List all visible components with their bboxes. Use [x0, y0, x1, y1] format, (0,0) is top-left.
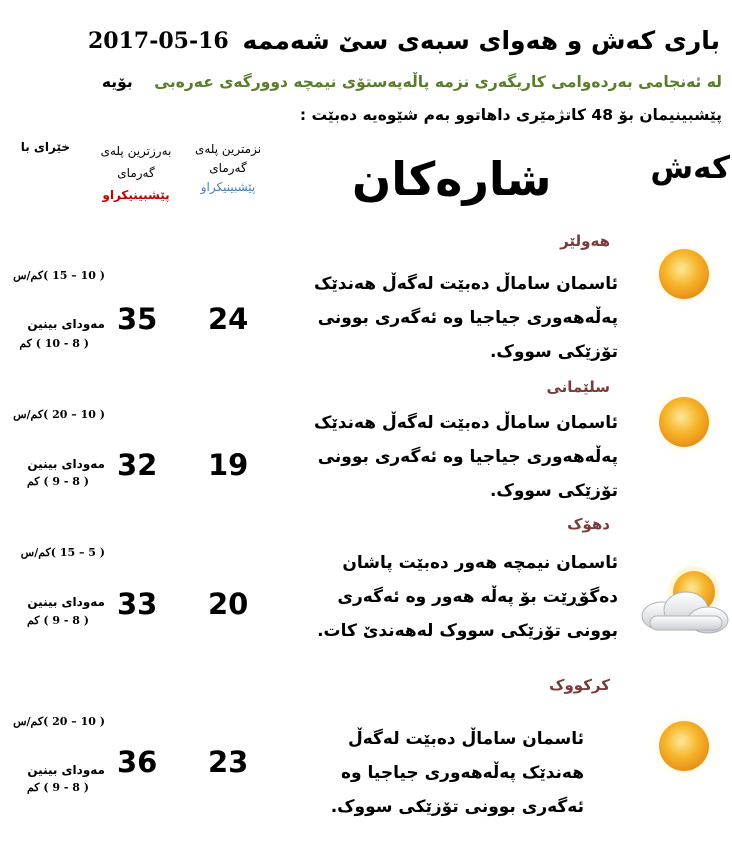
visibility-duhok: ( 8 - 9 ) کم: [26, 614, 89, 627]
max-temp-duhok: 33: [117, 587, 158, 621]
column-header-max: [88, 140, 184, 206]
visibility-label-kirkuk: مەودای بینین: [27, 763, 105, 777]
max-header-line1: بەرزترین پلەی: [100, 144, 172, 158]
min-header-line3: پێشبینیکراو: [200, 180, 256, 194]
sun-icon: [640, 384, 732, 460]
visibility-label-erbil: مەودای بینین: [27, 317, 105, 331]
visibility-label-sulaymaniyah: مەودای بینین: [27, 457, 105, 471]
visibility-label-duhok: مەودای بینین: [27, 595, 105, 609]
column-header-weather: کەش: [650, 150, 730, 186]
wind-speed-duhok: ( 5 – 15 )کم/س: [20, 546, 105, 559]
max-temp-sulaymaniyah: 32: [117, 448, 158, 482]
city-name-duhok: دهۆک: [567, 515, 610, 533]
city-desc-duhok: ئاسمان نیمچە هەور دەبێت پاشان دەگۆڕێت بۆ پەڵە هەور وە ئەگەری بوونی تۆزێکی سووک لەهەندێ کات.: [317, 553, 618, 641]
min-temp-kirkuk: 23: [208, 745, 249, 779]
max-temp-erbil: 35: [117, 302, 158, 336]
city-name-erbil: هەولێر: [560, 232, 610, 250]
visibility-kirkuk: ( 8 - 9 ) کم: [26, 781, 89, 794]
sun-icon: [640, 236, 732, 312]
intro-green-text: لە ئەنجامی بەردەوامی کاریگەری نزمە پاڵەپەستۆی نیمچە دوورگەی عەرەبی: [154, 73, 722, 91]
city-desc-erbil: ئاسمان ساماڵ دەبێت لەگەڵ هەندێک پەڵەهەوری جیاجیا وە ئەگەری بوونی تۆزێکی سووک.: [313, 274, 618, 362]
wind-speed-sulaymaniyah: ( 10 – 20 )کم/س: [13, 408, 105, 421]
column-header-cities: شارەکان: [352, 152, 552, 206]
page-title: باری کەش و هەوای سبەی سێ شەممە: [242, 26, 720, 55]
max-header-line2: گەرمای: [117, 166, 155, 180]
wind-speed-kirkuk: ( 10 – 20 )کم/س: [13, 715, 105, 728]
visibility-sulaymaniyah: ( 8 - 9 ) کم: [26, 475, 89, 488]
city-desc-kirkuk: ئاسمان ساماڵ دەبێت لەگەڵ هەندێک پەڵەهەوری جیاجیا وە ئەگەری بوونی تۆزێکی سووک.: [330, 729, 584, 817]
column-header-wind: خێرای با: [20, 140, 70, 154]
min-header-line1: نزمترین پلەی: [194, 142, 262, 156]
intro-line: [102, 73, 722, 91]
max-temp-kirkuk: 36: [117, 745, 158, 779]
city-name-kirkuk: کرکووک: [549, 676, 610, 694]
wind-speed-erbil: ( 10 – 15 )کم/س: [13, 269, 105, 282]
sun-icon: [640, 708, 732, 784]
forecast-date: 2017-05-16: [88, 28, 229, 54]
visibility-erbil: ( 8 - 10 ) کم: [19, 337, 89, 350]
intro-line-2: پێشبینیمان بۆ 48 کاتژمێری داهاتوو بەم شێوەیە دەبێت :: [299, 106, 722, 124]
min-header-line2: گەرمای: [209, 161, 247, 175]
min-temp-duhok: 20: [208, 587, 249, 621]
column-header-min: [186, 140, 270, 197]
min-temp-sulaymaniyah: 19: [208, 448, 249, 482]
city-name-sulaymaniyah: سلێمانی: [546, 378, 610, 396]
intro-suffix: بۆیە: [101, 73, 133, 91]
partly-cloudy-icon: [632, 558, 732, 646]
city-desc-sulaymaniyah: ئاسمان ساماڵ دەبێت لەگەڵ هەندێک پەڵەهەوری جیاجیا وە ئەگەری بوونی تۆزێکی سووک.: [313, 413, 618, 501]
max-header-line3: پێشبینیکراو: [102, 188, 170, 202]
min-temp-erbil: 24: [208, 302, 249, 336]
